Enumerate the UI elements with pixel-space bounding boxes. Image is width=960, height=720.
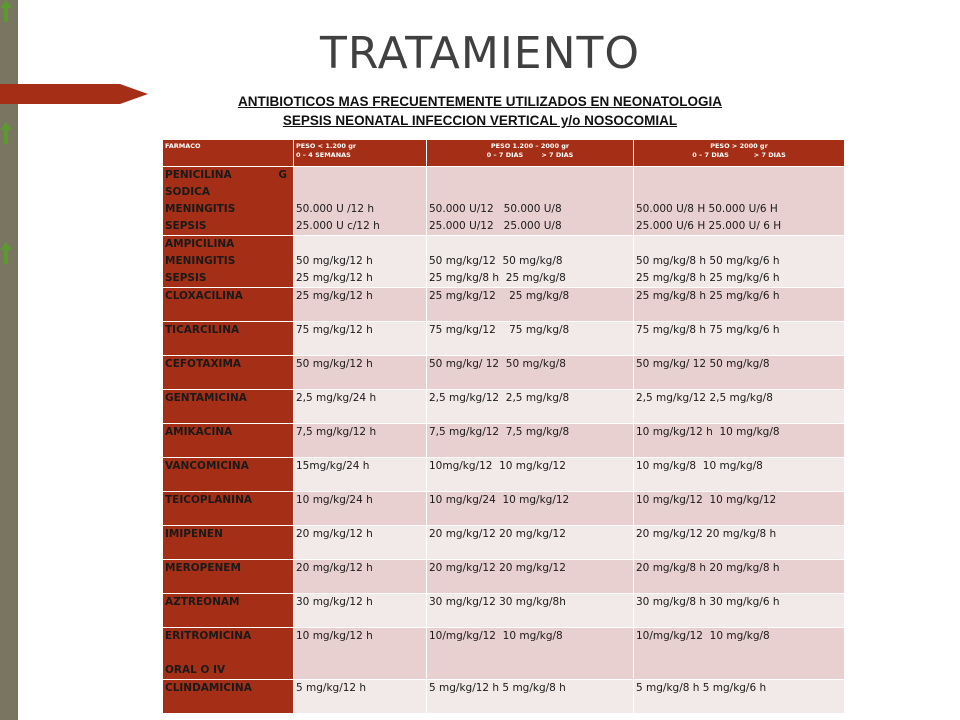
dose-line: 10/mg/kg/12 10 mg/kg/8 [636, 630, 770, 642]
dose-cell-c1 [294, 526, 427, 560]
dose-cell-c2 [427, 628, 634, 680]
drug-name-line: VANCOMICINA [165, 460, 249, 472]
dose-line: 30 mg/kg/12 30 mg/kg/8h [429, 596, 566, 608]
header-peso-2000-line1: PESO > 2000 gr [710, 142, 768, 150]
dose-line: 10mg/kg/12 10 mg/kg/12 [429, 460, 566, 472]
drug-name-cell [163, 680, 294, 714]
table-row [163, 492, 845, 526]
drug-name-cell [163, 288, 294, 322]
page-title: TRATAMIENTO [319, 28, 641, 79]
drug-name-cell [163, 560, 294, 594]
drug-name-cell [163, 594, 294, 628]
dose-line: 10 mg/kg/8 10 mg/kg/8 [636, 460, 763, 472]
dose-line: 20 mg/kg/12 20 mg/kg/12 [429, 562, 566, 574]
drug-name-line: IMIPENEN [165, 528, 223, 540]
dose-cell-c3 [634, 322, 845, 356]
dose-line: 7,5 mg/kg/12 7,5 mg/kg/8 [429, 426, 570, 438]
dose-cell-c2 [427, 288, 634, 322]
dose-cell-c3 [634, 680, 845, 714]
table-row [163, 424, 845, 458]
dose-line [636, 167, 842, 184]
drug-name-line: MENINGITIS [165, 203, 236, 215]
dose-line: 25 mg/kg/8 h 25 mg/kg/6 h [636, 290, 780, 302]
dose-line: 25 mg/kg/12 h [296, 290, 373, 302]
dose-line: 20 mg/kg/12 20 mg/kg/12 [429, 528, 566, 540]
dose-cell-c1 [294, 594, 427, 628]
table-header-row [163, 140, 845, 167]
dose-cell-c1 [294, 560, 427, 594]
dose-line: 50 mg/kg/12 50 mg/kg/8 [429, 255, 563, 267]
drug-name-line: MENINGITIS [165, 255, 236, 267]
dose-line: 75 mg/kg/12 h [296, 324, 373, 336]
dose-line: 20 mg/kg/12 h [296, 562, 373, 574]
dose-line: 10 mg/kg/24 h [296, 494, 373, 506]
dose-line: 25 mg/kg/12 25 mg/kg/8 [429, 290, 570, 302]
antibiotics-table [162, 139, 845, 714]
dose-line: 5 mg/kg/12 h 5 mg/kg/8 h [429, 682, 566, 694]
dose-line [296, 184, 424, 201]
drug-name-line: CEFOTAXIMA [165, 358, 242, 370]
dose-cell-c3 [634, 288, 845, 322]
dose-line: 5 mg/kg/12 h [296, 682, 367, 694]
subtitle-antibioticos: ANTIBIOTICOS MAS FRECUENTEMENTE UTILIZADOS EN NEONATOLOGIA [237, 94, 722, 109]
dose-cell-c1 [294, 288, 427, 322]
dose-line: 20 mg/kg/8 h 20 mg/kg/8 h [636, 562, 780, 574]
dose-cell-c1 [294, 322, 427, 356]
dose-line: 10 mg/kg/12 h [296, 630, 373, 642]
dose-cell-c1 [294, 492, 427, 526]
drug-name-line [165, 645, 291, 662]
table-row [163, 560, 845, 594]
drug-name-cell [163, 167, 294, 236]
dose-line: 25.000 U/12 25.000 U/8 [429, 220, 562, 232]
dose-line: 25 mg/kg/8 h 25 mg/kg/8 [429, 272, 566, 284]
dose-cell-c2 [427, 390, 634, 424]
drug-name-line [165, 167, 291, 184]
drug-name-cell [163, 628, 294, 680]
header-peso-1200-line2: 0 – 4 SEMANAS [296, 151, 351, 159]
table-row [163, 288, 845, 322]
dose-line [296, 236, 424, 253]
drug-name-cell [163, 458, 294, 492]
dose-line: 5 mg/kg/8 h 5 mg/kg/6 h [636, 682, 767, 694]
dose-line: 25 mg/kg/12 h [296, 272, 373, 284]
drug-name-cell [163, 526, 294, 560]
header-peso-2000-line2: 0 – 7 DIAS > 7 DIAS [692, 151, 786, 159]
dose-cell-c3 [634, 492, 845, 526]
header-peso-1200-2000-line2: 0 – 7 DIAS > 7 DIAS [486, 151, 574, 159]
dose-cell-c3 [634, 560, 845, 594]
drug-name-line: SODICA [165, 186, 210, 198]
drug-name-line: ORAL O IV [165, 664, 226, 676]
dose-cell-c2 [427, 492, 634, 526]
drug-name-cell [163, 390, 294, 424]
dose-cell-c3 [634, 458, 845, 492]
dose-line: 10/mg/kg/12 10 mg/kg/8 [429, 630, 563, 642]
table-row [163, 680, 845, 714]
drug-name-line: MEROPENEM [165, 562, 241, 574]
drug-name-line: CLOXACILINA [165, 290, 243, 302]
table-row [163, 628, 845, 680]
dose-cell-c2 [427, 594, 634, 628]
dose-cell-c1 [294, 628, 427, 680]
header-peso-1200-line1: PESO < 1.200 gr [296, 142, 357, 150]
dose-line: 50 mg/kg/12 h [296, 358, 373, 370]
header-farmaco: FARMACO [163, 140, 294, 167]
drug-name-cell [163, 236, 294, 288]
dose-line: 75 mg/kg/8 h 75 mg/kg/6 h [636, 324, 780, 336]
dose-line: 25.000 U c/12 h [296, 220, 380, 232]
table-row [163, 236, 845, 288]
table-row [163, 167, 845, 236]
dose-cell-c1 [294, 236, 427, 288]
dose-line: 20 mg/kg/12 h [296, 528, 373, 540]
drug-name-line: TICARCILINA [165, 324, 240, 336]
dose-line: 15mg/kg/24 h [296, 460, 370, 472]
header-peso-1200 [294, 140, 427, 167]
dose-line: 25 mg/kg/8 h 25 mg/kg/6 h [636, 272, 780, 284]
dose-line: 10 mg/kg/12 10 mg/kg/12 [636, 494, 777, 506]
dose-cell-c1 [294, 424, 427, 458]
dose-line: 50 mg/kg/ 12 50 mg/kg/8 [636, 358, 770, 370]
dose-line: 2,5 mg/kg/24 h [296, 392, 377, 404]
dose-line: 10 mg/kg/24 10 mg/kg/12 [429, 494, 570, 506]
drug-name-suffix: G [278, 169, 287, 181]
dose-cell-c3 [634, 424, 845, 458]
drug-name-line: SEPSIS [165, 220, 207, 232]
dose-line [636, 184, 842, 201]
dose-line: 10 mg/kg/12 h 10 mg/kg/8 [636, 426, 780, 438]
drug-name-cell [163, 492, 294, 526]
table-row [163, 322, 845, 356]
dose-cell-c1 [294, 167, 427, 236]
dose-cell-c3 [634, 594, 845, 628]
drug-name-cell [163, 424, 294, 458]
dose-line: 30 mg/kg/12 h [296, 596, 373, 608]
dose-cell-c1 [294, 458, 427, 492]
dose-cell-c3 [634, 236, 845, 288]
drug-name-line: CLINDAMICINA [165, 682, 252, 694]
drug-name-line: AMIKACINA [165, 426, 233, 438]
table-row [163, 390, 845, 424]
dose-line [429, 184, 631, 201]
table-row [163, 458, 845, 492]
drug-name-text: PENICILINA [165, 169, 232, 181]
header-peso-1200-2000 [427, 140, 634, 167]
table-row [163, 356, 845, 390]
dose-cell-c2 [427, 356, 634, 390]
dose-line: 7,5 mg/kg/12 h [296, 426, 377, 438]
dose-cell-c2 [427, 167, 634, 236]
dose-cell-c2 [427, 680, 634, 714]
drug-name-line: GENTAMICINA [165, 392, 247, 404]
dose-line: 75 mg/kg/12 75 mg/kg/8 [429, 324, 570, 336]
dose-line: 50.000 U/8 H 50.000 U/6 H [636, 203, 778, 215]
dose-cell-c2 [427, 322, 634, 356]
dose-cell-c2 [427, 560, 634, 594]
dose-line [636, 236, 842, 253]
dose-cell-c1 [294, 390, 427, 424]
dose-line [429, 167, 631, 184]
table-row [163, 594, 845, 628]
drug-name-line: TEICOPLANINA [165, 494, 252, 506]
dose-cell-c1 [294, 356, 427, 390]
subtitle-sepsis: SEPSIS NEONATAL INFECCION VERTICAL y/o NOSOCOMIAL [282, 113, 678, 128]
dose-line: 2,5 mg/kg/12 2,5 mg/kg/8 [429, 392, 570, 404]
dose-cell-c3 [634, 628, 845, 680]
drug-name-line: SEPSIS [165, 272, 207, 284]
dose-line: 50.000 U /12 h [296, 203, 374, 215]
dose-line [429, 236, 631, 253]
dose-cell-c3 [634, 167, 845, 236]
dose-line: 50.000 U/12 50.000 U/8 [429, 203, 562, 215]
dose-line: 50 mg/kg/ 12 50 mg/kg/8 [429, 358, 566, 370]
drug-name-cell [163, 356, 294, 390]
dose-line: 2,5 mg/kg/12 2,5 mg/kg/8 [636, 392, 773, 404]
dose-cell-c2 [427, 458, 634, 492]
dose-line: 50 mg/kg/12 h [296, 255, 373, 267]
header-peso-1200-2000-line1: PESO 1.200 – 2000 gr [490, 142, 570, 150]
dose-line: 25.000 U/6 H 25.000 U/ 6 H [636, 220, 782, 232]
dose-cell-c3 [634, 390, 845, 424]
dose-cell-c2 [427, 526, 634, 560]
dose-cell-c2 [427, 236, 634, 288]
dose-line: 20 mg/kg/12 20 mg/kg/8 h [636, 528, 777, 540]
dose-cell-c3 [634, 526, 845, 560]
drug-name-cell [163, 322, 294, 356]
dose-line [296, 167, 424, 184]
dose-line: 30 mg/kg/8 h 30 mg/kg/6 h [636, 596, 780, 608]
dose-cell-c1 [294, 680, 427, 714]
dose-cell-c2 [427, 424, 634, 458]
drug-name-line: AZTREONAM [165, 596, 240, 608]
dose-line: 50 mg/kg/8 h 50 mg/kg/6 h [636, 255, 780, 267]
header-peso-2000 [634, 140, 845, 167]
drug-name-line: ERITROMICINA [165, 630, 252, 642]
drug-name-line: AMPICILINA [165, 238, 235, 250]
table-row [163, 526, 845, 560]
dose-cell-c3 [634, 356, 845, 390]
